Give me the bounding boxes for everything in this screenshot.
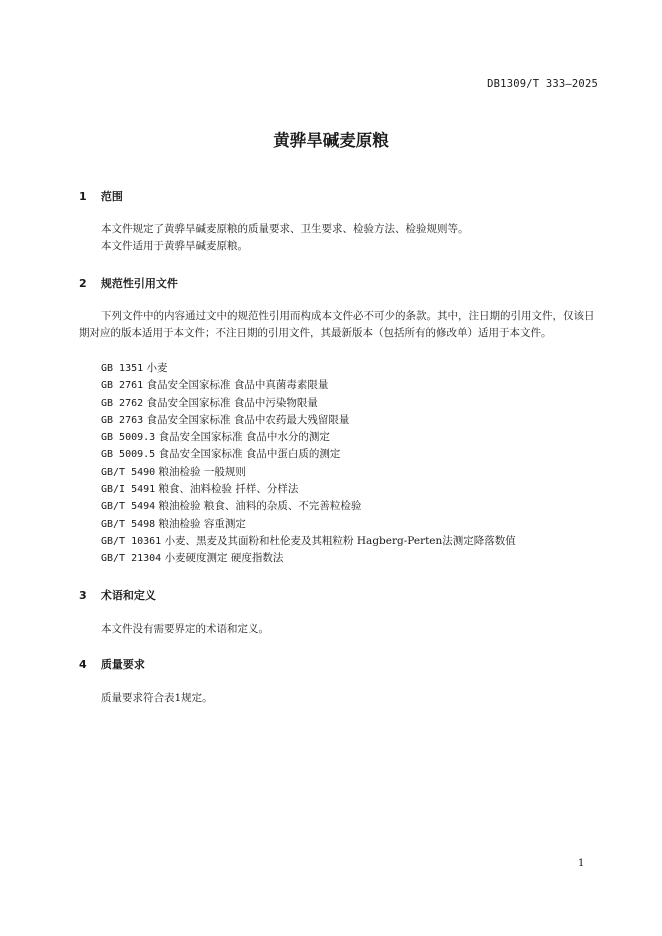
reference-item (101, 395, 516, 412)
section-number: 4 (79, 658, 87, 671)
section-number: 3 (79, 589, 87, 602)
section-heading-quality-requirements (79, 656, 145, 672)
reference-code: GB 5009.3 (101, 432, 156, 444)
section-title: 质量要求 (100, 658, 145, 671)
section-heading-terms-and-definitions (79, 587, 156, 603)
reference-title: 食品安全国家标准 食品中真菌毒素限量 (146, 379, 329, 392)
reference-code: GB/T 21304 (101, 553, 162, 565)
reference-title: 粮油检验 粮食、油料的杂质、不完善粒检验 (158, 500, 362, 513)
reference-title: 食品安全国家标准 食品中水分的测定 (158, 431, 330, 444)
section-heading-scope (79, 188, 123, 204)
page-number: 1 (578, 858, 585, 869)
reference-title: 粮油检验 容重测定 (158, 517, 246, 530)
section-title: 范围 (100, 190, 123, 203)
reference-code: GB/T 10361 (101, 535, 162, 547)
reference-title: 食品安全国家标准 食品中污染物限量 (146, 396, 318, 409)
reference-item (101, 412, 516, 429)
reference-item (101, 377, 516, 394)
reference-title: 小麦、黑麦及其面粉和杜伦麦及其粗粒粉 Hagberg-Perten法测定降落数值 (164, 534, 516, 547)
reference-title: 小麦硬度测定 硬度指数法 (164, 552, 284, 565)
section-number: 1 (79, 190, 87, 203)
reference-item (101, 481, 516, 498)
reference-item (101, 464, 516, 481)
reference-title: 食品安全国家标准 食品中蛋白质的测定 (158, 448, 341, 461)
document-title: 黄骅旱碱麦原粮 (273, 131, 389, 150)
document-code: DB1309/T 333—2025 (487, 78, 598, 90)
reference-item (101, 446, 516, 463)
reference-item (101, 498, 516, 515)
reference-code: GB 1351 (101, 363, 144, 374)
reference-title: 粮食、油料检验 扦样、分样法 (158, 483, 299, 496)
paragraph: 本文件适用于黄骅旱碱麦原粮。 (101, 240, 248, 252)
paragraph: 质量要求符合表1规定。 (101, 692, 213, 704)
reference-code: GB 5009.5 (101, 449, 156, 461)
reference-item (101, 533, 516, 550)
paragraph: 本文件没有需要界定的术语和定义。 (101, 623, 269, 635)
reference-code: GB 2761 (101, 380, 144, 392)
paragraph: 本文件规定了黄骅旱碱麦原粮的质量要求、卫生要求、检验方法、检验规则等。 (101, 223, 469, 235)
reference-item (101, 429, 516, 446)
section-title: 规范性引用文件 (100, 277, 178, 290)
section-title: 术语和定义 (100, 589, 156, 602)
reference-code: GB/T 5490 (101, 466, 156, 478)
reference-title: 小麦 (146, 362, 168, 374)
reference-code: GB/I 5491 (101, 484, 156, 496)
reference-code: GB/T 5494 (101, 501, 156, 513)
reference-code: GB/T 5498 (101, 518, 156, 530)
reference-list (101, 360, 516, 568)
reference-title: 粮油检验 一般规则 (158, 465, 246, 478)
reference-code: GB 2763 (101, 414, 144, 426)
paragraph: 下列文件中的内容通过文中的规范性引用而构成本文件必不可少的条款。其中，注日期的引用文件，仅该日期对应的版本适用于本文件；不注日期的引用文件，其最新版本（包括所有的修改单）适用于本文件。 (79, 310, 595, 339)
reference-item (101, 550, 516, 567)
reference-item (101, 516, 516, 533)
section-heading-normative-references (79, 275, 178, 291)
section-number: 2 (79, 277, 87, 290)
reference-title: 食品安全国家标准 食品中农药最大残留限量 (146, 413, 350, 426)
reference-item (101, 360, 516, 377)
reference-code: GB 2762 (101, 397, 144, 409)
